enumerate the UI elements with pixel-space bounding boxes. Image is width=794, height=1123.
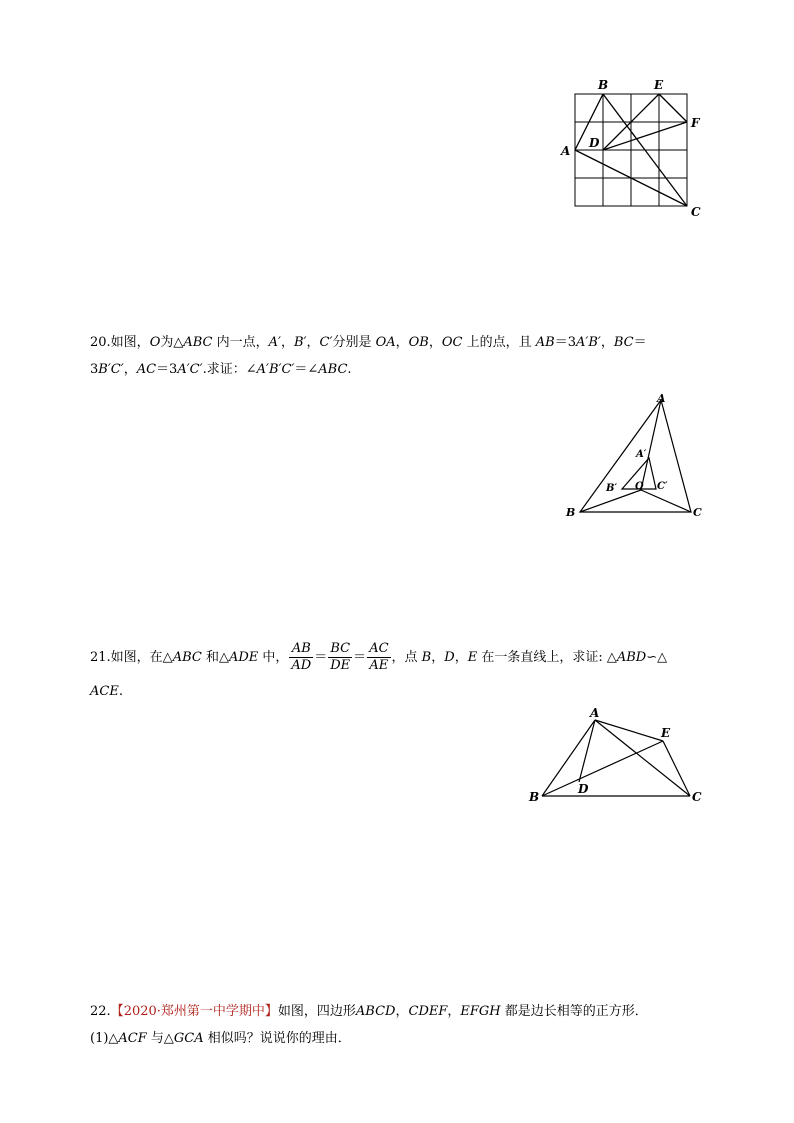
- label-A-prime: A′: [636, 449, 647, 460]
- text-segment: B′C′: [98, 362, 124, 377]
- text-segment: ABC: [183, 335, 213, 350]
- text-segment: ABC: [318, 362, 348, 377]
- text-segment: 20.如图，: [90, 335, 150, 350]
- label-D: D: [589, 136, 600, 150]
- text-segment: C′: [319, 335, 333, 350]
- text-segment: ＝3: [554, 335, 576, 350]
- text-segment: ，: [123, 362, 137, 377]
- label-C: C: [693, 506, 702, 519]
- label-B: B: [529, 790, 540, 804]
- text-segment: AB: [535, 335, 555, 350]
- text-segment: OC: [441, 335, 463, 350]
- fraction-ac-ae: $\frac{AC}{AE}$: [369, 641, 389, 673]
- text-segment: 上的点，且: [462, 335, 536, 350]
- label-A: A: [561, 144, 571, 158]
- text-segment: ，: [280, 335, 294, 350]
- label-B: B: [598, 78, 609, 92]
- text-segment: 3: [90, 362, 99, 377]
- text-segment: B′: [294, 335, 307, 350]
- label-B-prime: B′: [606, 483, 618, 494]
- text-segment: .求证：∠: [202, 362, 257, 377]
- text-segment: A′C′: [177, 362, 203, 377]
- triangle-figure-20: [560, 390, 720, 525]
- text-segment: 为△: [160, 335, 184, 350]
- label-B: B: [566, 506, 576, 519]
- text-segment: AC: [136, 362, 157, 377]
- text-segment: O: [149, 335, 161, 350]
- text-segment: A′: [268, 335, 281, 350]
- label-F: F: [691, 116, 700, 130]
- problem-20-line1: [90, 329, 647, 357]
- problem-20-line2: [90, 356, 352, 384]
- label-C: C: [692, 790, 702, 804]
- fraction-bc-de: $\frac{BC}{DE}$: [330, 641, 351, 673]
- text-segment: OB: [408, 335, 429, 350]
- problem-22-line1: 22.【2020·郑州第一中学期中】如图，四边形ABCD，CDEF，EFGH 都是边长相等的正方形．: [90, 1004, 648, 1019]
- text-segment: OA: [375, 335, 396, 350]
- text-segment: A′B′: [575, 335, 601, 350]
- text-segment: ＝∠: [294, 362, 319, 377]
- text-segment: ，: [428, 335, 442, 350]
- label-C-prime: C′: [657, 481, 668, 492]
- label-C: C: [691, 205, 701, 219]
- text-segment: ，: [600, 335, 614, 350]
- label-D: D: [578, 782, 589, 796]
- problem-21-line2: ACE.: [90, 684, 123, 699]
- text-segment: ＝: [633, 335, 647, 350]
- label-O: O: [635, 481, 644, 492]
- text-segment: 内一点，: [212, 335, 269, 350]
- label-E: E: [654, 78, 664, 92]
- text-segment: ，: [306, 335, 320, 350]
- text-segment: ，: [395, 335, 409, 350]
- label-A: A: [590, 708, 600, 720]
- label-E: E: [661, 726, 671, 740]
- text-segment: .: [347, 362, 352, 377]
- text-segment: 分别是: [332, 335, 376, 350]
- label-A: A: [657, 392, 666, 405]
- text-segment: BC: [613, 335, 634, 350]
- problem-22-subquestion-1: (1)△ACF 与△GCA 相似吗？说说你的理由．: [90, 1031, 351, 1046]
- grid-figure-19: [555, 75, 715, 225]
- problem-21-line1: 21.如图，在△ABC 和△ADE 中， $\frac{AB}{AD}$ ＝ $\frac{BC}{DE}$ ＝ $\frac{AC}{AE}$ ，点 B，D，E 在一条直线上，求证: △ABD∽△: [90, 641, 668, 673]
- source-tag: 【2020·郑州第一中学期中】: [110, 1004, 278, 1019]
- text-segment: ＝3: [156, 362, 178, 377]
- triangle-figure-21: [525, 708, 715, 808]
- fraction-ab-ad: $\frac{AB}{AD}$: [291, 641, 312, 673]
- text-segment: A′B′C′: [256, 362, 295, 377]
